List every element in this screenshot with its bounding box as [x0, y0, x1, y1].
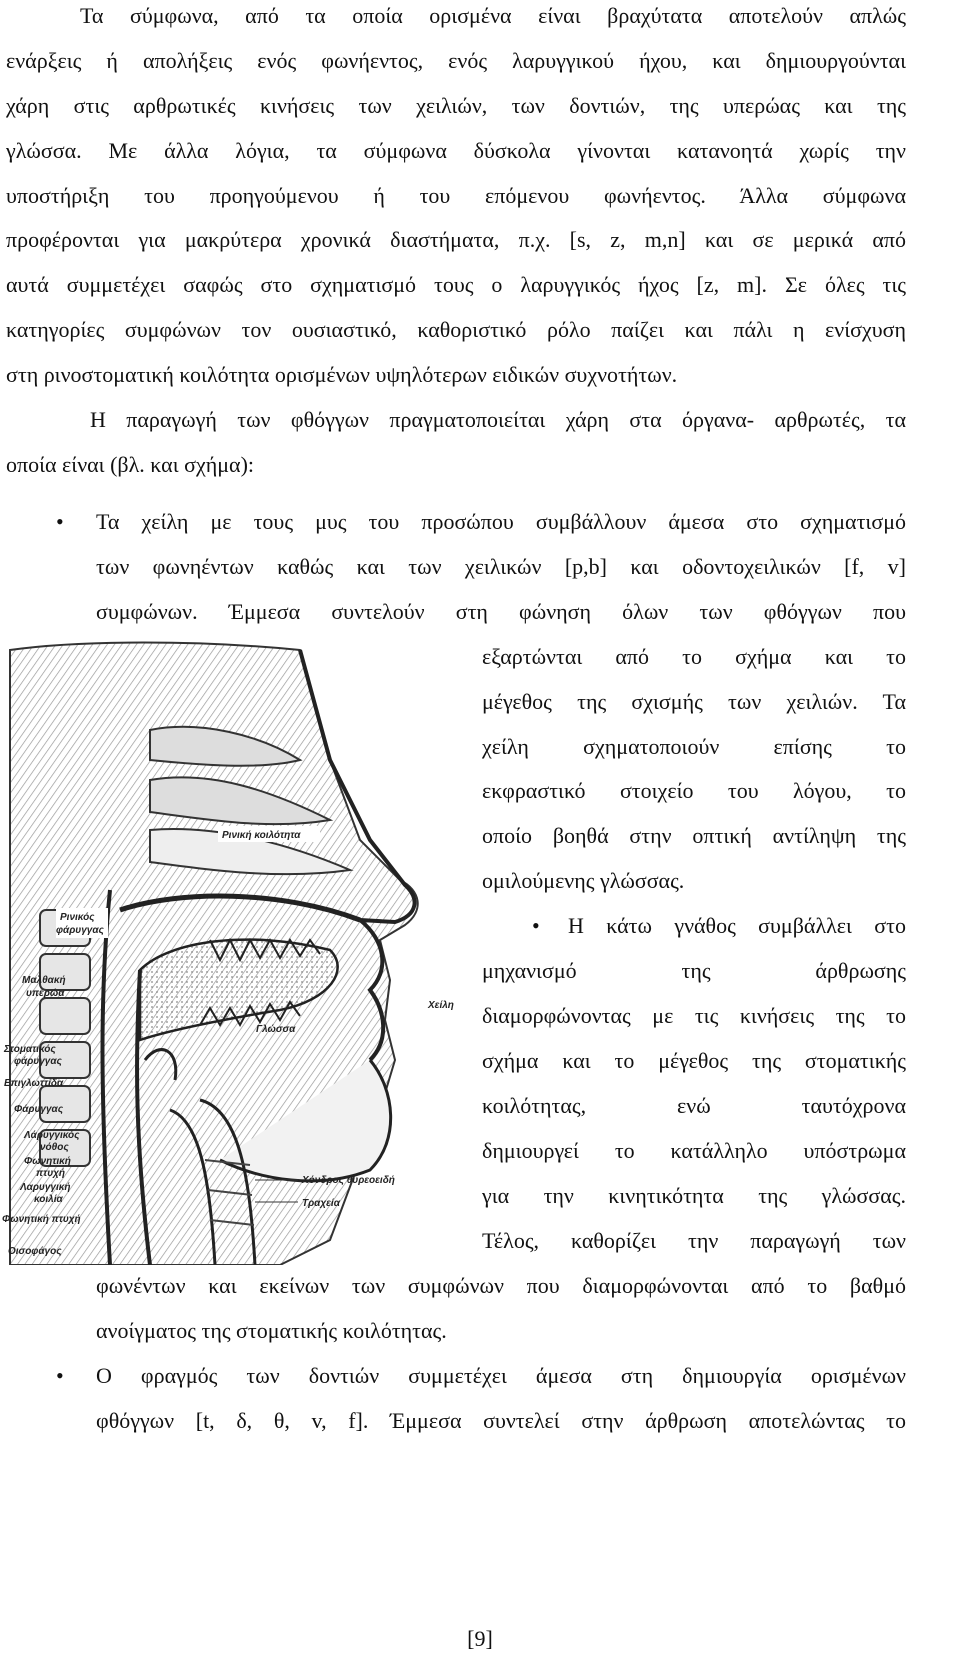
text-line: κατηγορίες συμφώνων τον ουσιαστικό, καθοριστικό ρόλο παίζει και πάλι η ενίσχυση: [6, 317, 906, 342]
label-trachea: Τραχεία: [302, 1198, 340, 1209]
text-line: εξαρτώνται από το σχήμα και το: [482, 644, 906, 669]
text-line: φωνέντων και εκείνων των συμφώνων που διαμορφώνονται από το βαθμό: [96, 1273, 906, 1298]
text-line: δημιουργεί το κατάλληλο υπόστρωμα: [482, 1138, 906, 1163]
page-number: [9]: [467, 1626, 493, 1651]
text-line: κοιλότητας, ενώ ταυτόχρονα: [482, 1093, 906, 1118]
label-tongue: Γλώσσα: [256, 1024, 296, 1035]
text-line: σχήμα και το μέγεθος της στοματικής: [482, 1048, 906, 1073]
label-oropharynx-2: φάρυγγας: [14, 1056, 62, 1067]
label-laryngeal-ventricle-2: νόθος: [40, 1142, 69, 1153]
text-line: Τα χείλη με τους μυς του προσώπου συμβάλλουν άμεσα στο σχηματισμό: [96, 509, 906, 534]
label-vocal-fold-full: Φωνητική πτυχή: [2, 1214, 81, 1225]
text-line: εκφραστικό στοιχείο του λόγου, το: [482, 778, 906, 803]
text-line: ενάρξεις ή απολήξεις ενός φωνήεντος, ενός λαρυγγικού ήχου, και δημιουργούνται: [6, 48, 906, 73]
text-line: συμφώνων. Έμμεσα συντελούν στη φώνηση όλων των φθόγγων που: [96, 599, 906, 624]
vocal-tract-illustration: [0, 640, 470, 1265]
label-epiglottis: Επιγλωττίδα: [4, 1078, 64, 1089]
label-esophagus: Οισοφάγος: [8, 1246, 62, 1257]
bullet-marker: •: [56, 509, 64, 534]
text-line: Η παραγωγή των φθόγγων πραγματοποιείται χάρη στα όργανα- αρθρωτές, τα: [90, 407, 906, 432]
text-line: ανοίγματος της στοματικής κοιλότητας.: [96, 1318, 447, 1343]
label-nasopharynx-2: φάρυγγας: [56, 925, 104, 936]
text-line: Τέλος, καθορίζει την παραγωγή των: [482, 1228, 906, 1253]
label-vocal-fold-2: πτυχή: [36, 1168, 66, 1179]
label-pharynx: Φάρυγγας: [14, 1104, 64, 1115]
label-thyroid-cartilage: Χόνδρος θυρεοειδή: [302, 1175, 395, 1186]
label-laryngeal-cavity-2: κοιλία: [34, 1194, 63, 1205]
text-line: χείλη σχηματοποιούν επίσης το: [482, 734, 906, 759]
bullet-marker: •: [532, 913, 540, 938]
label-nasopharynx-1: Ρινικός: [60, 912, 95, 923]
text-line: οποίο βοηθά στην οπτική αντίληψη της: [482, 823, 906, 848]
label-laryngeal-ventricle-1: Λάρυγγικός: [24, 1130, 80, 1141]
label-oropharynx-1: Στοματικός: [4, 1044, 56, 1055]
text-line: προφέρονται για μακρύτερα χρονικά διαστήματα, π.χ. [s, z, m,n] και σε μερικά από: [6, 227, 906, 252]
text-line: υποστήριξη του προηγούμενου ή του επόμενου φωνήεντος. Άλλα σύμφωνα: [6, 183, 906, 208]
text-line: μηχανισμό της άρθρωσης: [482, 958, 906, 983]
text-line: Τα σύμφωνα, από τα οποία ορισμένα είναι βραχύτατα αποτελούν απλώς: [80, 3, 906, 28]
text-line: οποία είναι (βλ. και σχήμα):: [6, 452, 255, 477]
label-soft-palate-1: Μαλθακή: [22, 975, 66, 986]
text-line: διαμορφώνοντας με τις κινήσεις της το: [482, 1003, 906, 1028]
label-lips: Χείλη: [428, 1000, 454, 1011]
label-soft-palate-2: υπερώα: [26, 988, 65, 999]
text-line: μέγεθος της σχισμής των χειλιών. Τα: [482, 689, 906, 714]
text-line: γλώσσα. Με άλλα λόγια, τα σύμφωνα δύσκολα γίνονται κατανοητά χωρίς την: [6, 138, 906, 163]
label-laryngeal-cavity-1: Λαρυγγική: [20, 1182, 71, 1193]
text-line: αυτά συμμετέχει σαφώς στο σχηματισμό τους ο λαρυγγικός ήχος [z, m]. Σε όλες τις: [6, 272, 906, 297]
text-line: για την κινητικότητα της γλώσσας.: [482, 1183, 906, 1208]
text-line: φθόγγων [t, δ, θ, v, f]. Έμμεσα συντελεί στην άρθρωση αποτελώντας το: [96, 1408, 906, 1433]
text-line: στη ρινοστοματική κοιλότητα ορισμένων υψηλότερων ειδικών συχνοτήτων.: [6, 362, 678, 387]
text-line: Η κάτω γνάθος συμβάλλει στο: [568, 913, 906, 938]
text-line: Ο φραγμός των δοντιών συμμετέχει άμεσα στη δημιουργία ορισμένων: [96, 1363, 906, 1388]
label-nasal-cavity: Ρινική κοιλότητα: [222, 830, 301, 841]
label-vocal-fold-1: Φωνητική: [24, 1156, 71, 1167]
vocal-tract-figure: [0, 640, 470, 1265]
bullet-marker: •: [56, 1363, 64, 1388]
text-line: χάρη στις αρθρωτικές κινήσεις των χειλιών, των δοντιών, της υπερώας και της: [6, 93, 906, 118]
text-line: των φωνηέντων καθώς και των χειλικών [p,b] και οδοντοχειλικών [f, v]: [96, 554, 906, 579]
text-line: ομιλούμενης γλώσσας.: [482, 868, 685, 893]
